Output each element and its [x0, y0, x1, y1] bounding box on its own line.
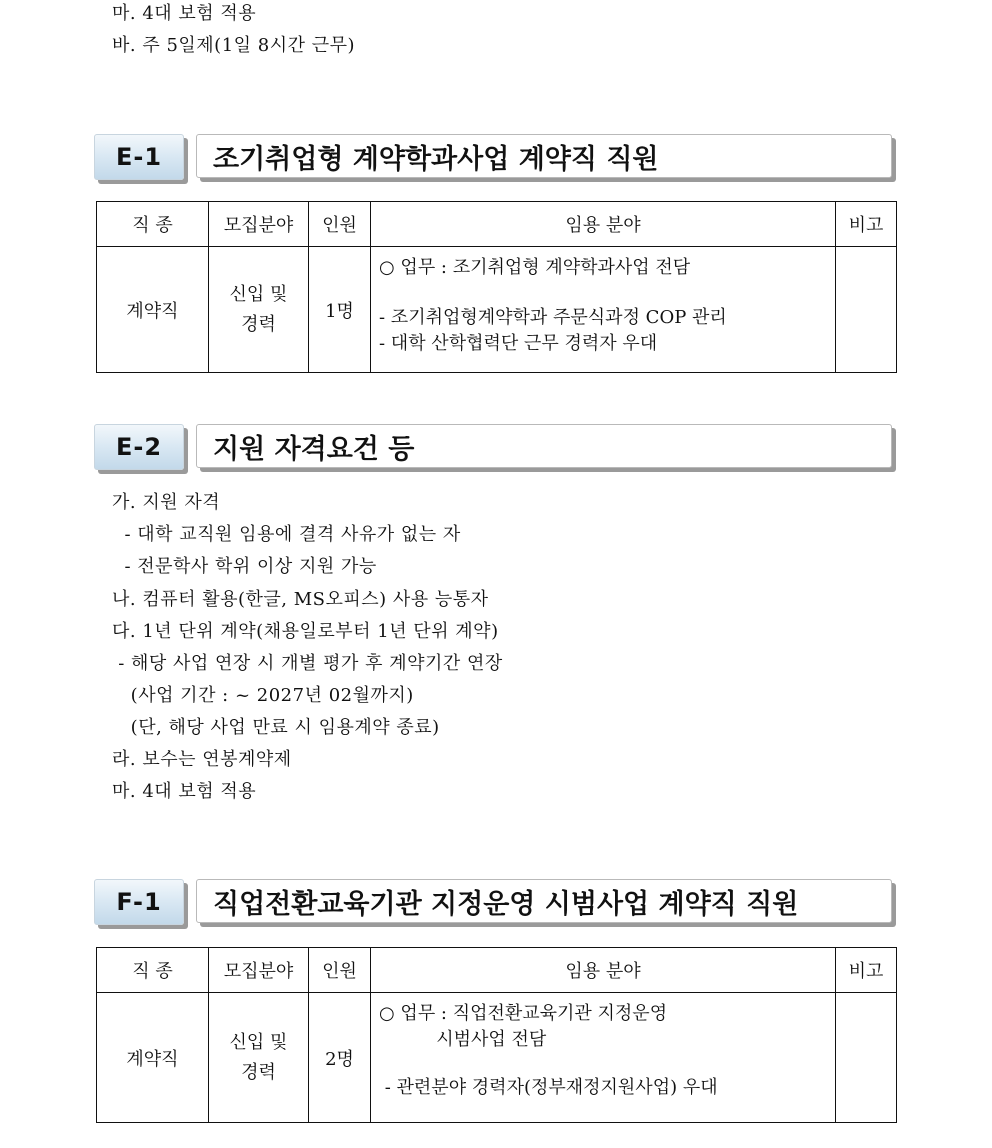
- duty-line: ○ 업무 : 조기취업형 계약학과사업 전담: [379, 257, 691, 278]
- text-line: 마. 4대 보험 적용: [112, 3, 257, 24]
- header-cell: 모집분야: [209, 948, 309, 993]
- text-line: - 전문학사 학위 이상 지원 가능: [112, 556, 377, 577]
- header-cell: 임용 분야: [371, 948, 836, 993]
- text-line: 바. 주 5일제(1일 8시간 근무): [112, 35, 356, 56]
- header-cell: 비고: [836, 202, 897, 247]
- section-title: 조기취업형 계약학과사업 계약직 직원: [196, 134, 892, 178]
- text-line: 나. 컴퓨터 활용(한글, MS오피스) 사용 능통자: [112, 589, 489, 610]
- text-line: (사업 기간 : ~ 2027년 02월까지): [112, 685, 414, 706]
- table-header-row: [97, 202, 897, 247]
- section-header-e2: [94, 424, 902, 476]
- text-line: - 해당 사업 연장 시 개별 평가 후 계약기간 연장: [112, 653, 503, 674]
- section-title: 직업전환교육기관 지정운영 시범사업 계약직 직원: [196, 879, 892, 923]
- header-cell: 비고: [836, 948, 897, 993]
- duty-cell: [371, 993, 836, 1123]
- section-tag: F-1: [94, 879, 184, 925]
- text-line: (단, 해당 사업 만료 시 임용계약 종료): [112, 717, 440, 738]
- text-line: 마. 4대 보험 적용: [112, 781, 257, 802]
- duty-line-cont: 시범사업 전담: [379, 1029, 547, 1050]
- field-cell: [209, 993, 309, 1123]
- text-line: - 대학 교직원 임용에 결격 사유가 없는 자: [112, 524, 461, 545]
- field-cell: [209, 247, 309, 373]
- count-cell: 2명: [309, 993, 371, 1123]
- field-line: 신입 및: [229, 1031, 288, 1053]
- note-cell: [836, 247, 897, 373]
- header-cell: 임용 분야: [371, 202, 836, 247]
- field-line: 경력: [241, 313, 276, 335]
- section-title: 지원 자격요건 등: [196, 424, 892, 468]
- header-cell: 직 종: [97, 948, 209, 993]
- table-row: [97, 247, 897, 373]
- header-cell: 인원: [309, 202, 371, 247]
- header-cell: 모집분야: [209, 202, 309, 247]
- recruitment-table-f1: [96, 947, 897, 1123]
- section-header-f1: [94, 879, 902, 931]
- note-cell: [836, 993, 897, 1123]
- detail-line: - 관련분야 경력자(정부재정지원사업) 우대: [379, 1077, 718, 1098]
- field-line: 경력: [241, 1061, 276, 1083]
- duty-line: ○ 업무 : 직업전환교육기관 지정운영: [379, 1003, 668, 1024]
- job-type-cell: 계약직: [97, 993, 209, 1123]
- table-header-row: [97, 948, 897, 993]
- text-line: 다. 1년 단위 계약(채용일로부터 1년 단위 계약): [112, 621, 499, 642]
- recruitment-table-e1: [96, 201, 897, 373]
- count-cell: 1명: [309, 247, 371, 373]
- text-line: 가. 지원 자격: [112, 492, 221, 513]
- detail-line: - 대학 산학협력단 근무 경력자 우대: [379, 333, 658, 354]
- field-line: 신입 및: [229, 283, 288, 305]
- detail-line: - 조기취업형계약학과 주문식과정 COP 관리: [379, 307, 727, 328]
- job-type-cell: 계약직: [97, 247, 209, 373]
- table-row: [97, 993, 897, 1123]
- section-tag: E-2: [94, 424, 184, 470]
- header-cell: 직 종: [97, 202, 209, 247]
- section-tag: E-1: [94, 134, 184, 180]
- section-header-e1: [94, 134, 902, 186]
- header-cell: 인원: [309, 948, 371, 993]
- text-line: 라. 보수는 연봉계약제: [112, 749, 292, 770]
- duty-cell: [371, 247, 836, 373]
